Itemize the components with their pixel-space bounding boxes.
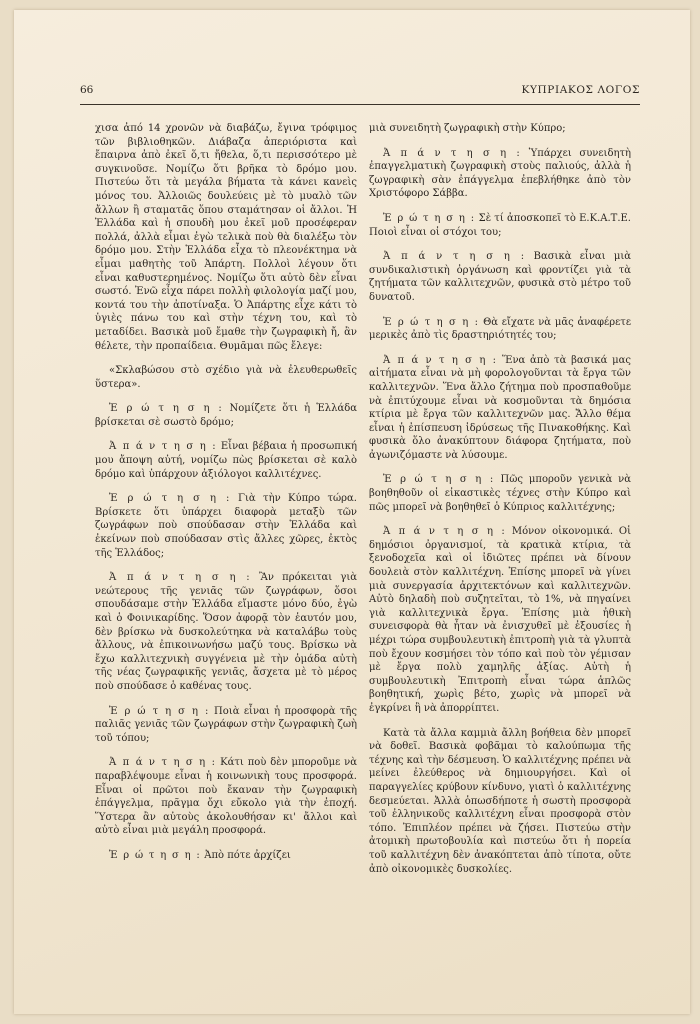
paragraph: «Σκλαβώσου στὸ σχέδιο γιὰ νὰ ἐλευθερωθεῖς ὕστερα».: [95, 365, 357, 390]
speaker-label: Ἐ ρ ώ τ η σ η :: [109, 849, 202, 861]
paragraph: Ἐ ρ ώ τ η σ η : Ἀπὸ πότε ἀρχίζει: [109, 849, 291, 861]
left-column: [95, 122, 357, 874]
paragraph: μιὰ συνειδητὴ ζωγραφικὴ στὴν Κύπρο;: [369, 123, 566, 134]
header-rule: [80, 104, 640, 105]
speaker-label: Ἐ ρ ώ τ η σ η :: [109, 705, 210, 717]
right-column: [369, 122, 631, 887]
paragraph: Ἀ π ά ν τ η σ η : Ἕνα ἀπὸ τὰ βασικά μας αἰτήματα εἶναι νὰ μὴ φορολογοῦνται τὰ ἔργα τῶν καλλιτεχνῶν. Ἕνα ἄλλο ζήτημα ποὺ προσπαθοῦμε νὰ ἐπιτύχουμε εἶναι νὰ κοσμοῦνται τὰ δημόσια κτίρια μὲ ἔργα τῶν καλλιτεχνῶν μας. Ἄλλο θέμα εἶναι ἡ ἐπίσπευση ἱδρύσεως τῆς Πινακοθήκης. Καὶ φυσικὰ ὅλο ἀνακύπτουν διάφορα ζητήματα, ποὺ ἀγωνιζόμαστε νὰ λύσουμε.: [369, 354, 631, 461]
paragraph: Ἀ π ά ν τ η σ η : Ἂν πρόκειται γιὰ νεώτερους τῆς γενιᾶς τῶν ζωγράφων, ὅσοι σπουδάσαμε στὴν Ἑλλάδα εἴμαστε μόνο δύο, ἐγὼ καὶ ὁ Φοινικαρίδης. Ὅσον ἀφορᾷ τὸν ἑαυτόν μου, δὲν βρίσκω νὰ δυσκολεύτηκα νὰ καταλάβω τοὺς ἄλλους, νὰ ἐπικοινωνήσω μαζύ τους. Βρίσκω νὰ ἔχω καλλιτεχνικὴ συγγένεια μὲ τὴν ὁμάδα αὐτὴ τῆς νέας ζωγραφικῆς γενιᾶς, ἄσχετα μὲ τὸ μέρος ποὺ σπούδασε ὁ καθένας τους.: [95, 572, 357, 692]
paragraph: Ἀ π ά ν τ η σ η : Βασικὰ εἶναι μιὰ συνδικαλιστικὴ ὀργάνωση καὶ φροντίζει γιὰ τὰ ζητήματα τῶν καλλιτεχνῶν, φυσικὰ στὸ μέτρο τοῦ δυνατοῦ.: [369, 251, 631, 303]
paragraph: Ἀ π ά ν τ η σ η : Κάτι ποὺ δὲν μποροῦμε νὰ παραβλέψουμε εἶναι ἡ κοινωνικὴ τους προσφορά. Εἶναι οἱ πρῶτοι ποὺ ἔκαναν τὴν ζωγραφικὴ ἐπάγγελμα, πρᾶγμα ὄχι εὔκολο γιὰ τὴν ἐποχή. Ὕστερα ἂν αὐτοὺς ἀκολουθήσαν κι' ἄλλοι καὶ αὐτὸ εἶναι μιὰ μεγάλη προσφορά.: [95, 757, 357, 837]
paragraph: Ἀ π ά ν τ η σ η : Ὑπάρχει συνειδητὴ ἐπαγγελματικὴ ζωγραφικὴ στοὺς παλιούς, ἀλλὰ ἡ ζωγραφικὴ σὰν ἐπάγγελμα ἐπεβλήθηκε ἀπὸ τὸν Χριστόφορο Σάββα.: [369, 147, 631, 200]
speaker-label: Ἀ π ά ν τ η σ η :: [109, 572, 251, 584]
paragraph: Ἐ ρ ώ τ η σ η : Γιὰ τὴν Κύπρο τώρα. Βρίσκετε ὅτι ὑπάρχει διαφορὰ μεταξὺ τῶν ζωγράφων ποὺ σπούδασαν στὴν Ἑλλάδα καὶ ἐκείνων ποὺ σπούδασαν στὶς ἄλλες χῶρες, ἐκτὸς τῆς Ἑλλάδος;: [95, 493, 357, 559]
paragraph: Ἐ ρ ώ τ η σ η : Πῶς μποροῦν γενικὰ νὰ βοηθηθοῦν οἱ εἰκαστικὲς τέχνες στὴν Κύπρο καὶ πῶς μπορεῖ νὰ βοηθηθεῖ ὁ Κύπριος καλλιτέχνης;: [369, 474, 631, 513]
paragraph: Ἐ ρ ώ τ η σ η : Θὰ εἴχατε νὰ μᾶς ἀναφέρετε μερικὲς ἀπὸ τὶς δραστηριότητές του;: [369, 316, 631, 342]
speaker-label: Ἀ π ά ν τ η σ η :: [109, 441, 217, 453]
paragraph: Ἐ ρ ώ τ η σ η : Σὲ τί ἀποσκοπεῖ τὸ Ε.Κ.Α.Τ.Ε. Ποιοὶ εἶναι οἱ στόχοι του;: [369, 212, 631, 238]
speaker-label: Ἐ ρ ώ τ η σ η :: [383, 212, 476, 224]
speaker-label: Ἀ π ά ν τ η σ η :: [383, 526, 507, 538]
speaker-label: Ἐ ρ ώ τ η σ η :: [109, 493, 231, 505]
journal-title: ΚΥΠΡΙΑΚΟΣ ΛΟΓΟΣ: [521, 84, 640, 96]
page-header: [80, 84, 640, 102]
speaker-label: Ἀ π ά ν τ η σ η :: [383, 147, 522, 159]
paragraph: χισα ἀπό 14 χρονῶν νὰ διαβάζω, ἔγινα τρόφιμος τῶν βιβλιοθηκῶν. Διάβαζα ἀπεριόριστα καὶ ἔπαιρνα ἀπὸ ἐκεῖ ὅ,τι ἤθελα, ὅ,τι περισσότερο μὲ συγκινοῦσε. Νομίζω ὅτι βρῆκα τὸ δρόμο μου. Πιστεύω ὅτι τὰ μεγάλα βήματα τὰ κάνει κανεὶς μόνος του. Ἀλλοιῶς δουλεύεις μὲ τὸ μυαλὸ τῶν ἄλλων ἢ σταματᾶς ὅπου σταμάτησαν οἱ ἄλλοι. Ἡ Ἑλλάδα καὶ ἡ σπουδὴ μου ἐκεῖ μοῦ προσέφεραν πολλά, ἀλλὰ εἶμαι ἐγὼ τελικὰ ποὺ θὰ διαλέξω τὸν δρόμο μου. Στὴν Ἑλλάδα εἶχα τὸ πλεονέκτημα νὰ εἶμαι μαθητὴς τοῦ Ἀπάρτη. Πολλοὶ λέγουν ὅτι εἶναι καθυστερημένος. Νομίζω ὅτι αὐτὸ δὲν εἶναι σωστό. Ἐνῶ εἶχα πάρει πολλὴ φιλολογία μαζί μου, κοντά του τὴν ἀποτίναξα. Ὁ Ἀπάρτης εἶχε κάτι τὸ ὑγιὲς πάνω του καὶ στὴν τέχνη του, καὶ τὸ μεταδίδει. Βασικὰ μοῦ ἔμαθε τὴν ζωγραφικὴ ἤ, ἂν θέλετε, τὴν προπαίδεια. Θυμᾶμαι πῶς ἔλεγε:: [95, 123, 357, 352]
paragraph: Ἐ ρ ώ τ η σ η : Ποιὰ εἶναι ἡ προσφορὰ τῆς παλιᾶς γενιᾶς τῶν ζωγράφων στὴν ζωγραφικὴ ζωὴ τοῦ τόπου;: [95, 705, 357, 744]
speaker-label: Ἀ π ά ν τ η σ η :: [109, 757, 217, 769]
page-number: 66: [80, 84, 94, 96]
speaker-label: Ἀ π ά ν τ η σ η :: [383, 354, 498, 366]
speaker-label: Ἐ ρ ώ τ η σ η :: [109, 403, 224, 415]
paragraph: Ἐ ρ ώ τ η σ η : Νομίζετε ὅτι ἡ Ἑλλάδα βρίσκεται σὲ σωστὸ δρόμο;: [95, 403, 358, 428]
paragraph: Ἀ π ά ν τ η σ η : Εἶναι βέβαια ἡ προσωπική μου ἄποψη αὐτή, νομίζω πὼς βρίσκεται σὲ καλὸ δρόμο καὶ ὑπάρχουν ἀξιόλογοι καλλιτέχνες.: [95, 441, 357, 480]
speaker-label: Ἐ ρ ώ τ η σ η :: [383, 474, 495, 486]
speaker-label: Ἐ ρ ώ τ η σ η :: [383, 316, 480, 328]
paragraph: Ἀ π ά ν τ η σ η : Μόνον οἰκονομικά. Οἱ δημόσιοι ὀργανισμοί, τὰ κρατικὰ κτίρια, τὰ ξενοδοχεῖα καὶ οἱ ἰδιῶτες πρέπει νὰ δίνουν δουλειὰ στὸν καλλιτέχνη. Ἐπίσης μπορεῖ νὰ γίνει μιὰ συνεργασία ἀρχιτεκτόνων καὶ καλλιτεχνῶν. Αὐτὸ δηλαδὴ ποὺ συζητεῖται, τὸ 1%, νὰ πηγαίνει γιὰ καλλιτεχνικὰ ἔργα. Ἐπίσης μιὰ ἠθικὴ συνεισφορὰ θὰ ἦταν νὰ ἐνισχυθεῖ μὲ ἐξουσίες ἡ μέχρι τώρα συμβουλευτικὴ ἐπιτροπὴ γιὰ τὰ γλυπτὰ ποὺ ἔχουν κοσμήσει τὸν τόπο καὶ ποὺ τὸν γέμισαν μὲ ἔργα πολὺ χαμηλῆς ἀξίας. Αὐτὴ ἡ συμβουλευτικὴ Ἐπιτροπὴ εἶναι τώρα ἁπλῶς βοηθητική, χωρὶς βέτο, χωρὶς νὰ μπορεῖ νὰ ἐγκρίνει ἢ νὰ ἀπορρίπτει.: [369, 526, 631, 714]
paragraph: Κατὰ τὰ ἄλλα καμμιὰ ἄλλη βοήθεια δὲν μπορεῖ νὰ δοθεῖ. Βασικὰ φοβᾶμαι τὸ καλούπωμα τῆς τέχνης καὶ τὴν δέσμευση. Ὁ καλλιτέχνης πρέπει νὰ μείνει ἐλεύθερος νὰ δημιουργήσει. Καὶ οἱ παραγγελίες κρύβουν κίνδυνο, γιατὶ ὁ καλλιτέχνης δεσμεύεται. Ἀλλὰ ὁπωσδήποτε ἡ σωστὴ προσφορὰ τοῦ ἐλληνικοῦς καλλιτέχνη εἶναι προσφορὰ στὸν τόπο. Ἐπιπλέον πρέπει νὰ ζήσει. Πιστεύω στὴν ἀτομικὴ πρωτοβουλία καὶ πιστεύω ὅτι ἡ πορεία τοῦ καλλιτέχνη δὲν ἀνακόπτεται ἀπὸ τίποτα, οὔτε ἀπὸ οἰκονομικὲς δυσκολίες.: [369, 727, 631, 875]
speaker-label: Ἀ π ά ν τ η σ η :: [383, 251, 526, 263]
